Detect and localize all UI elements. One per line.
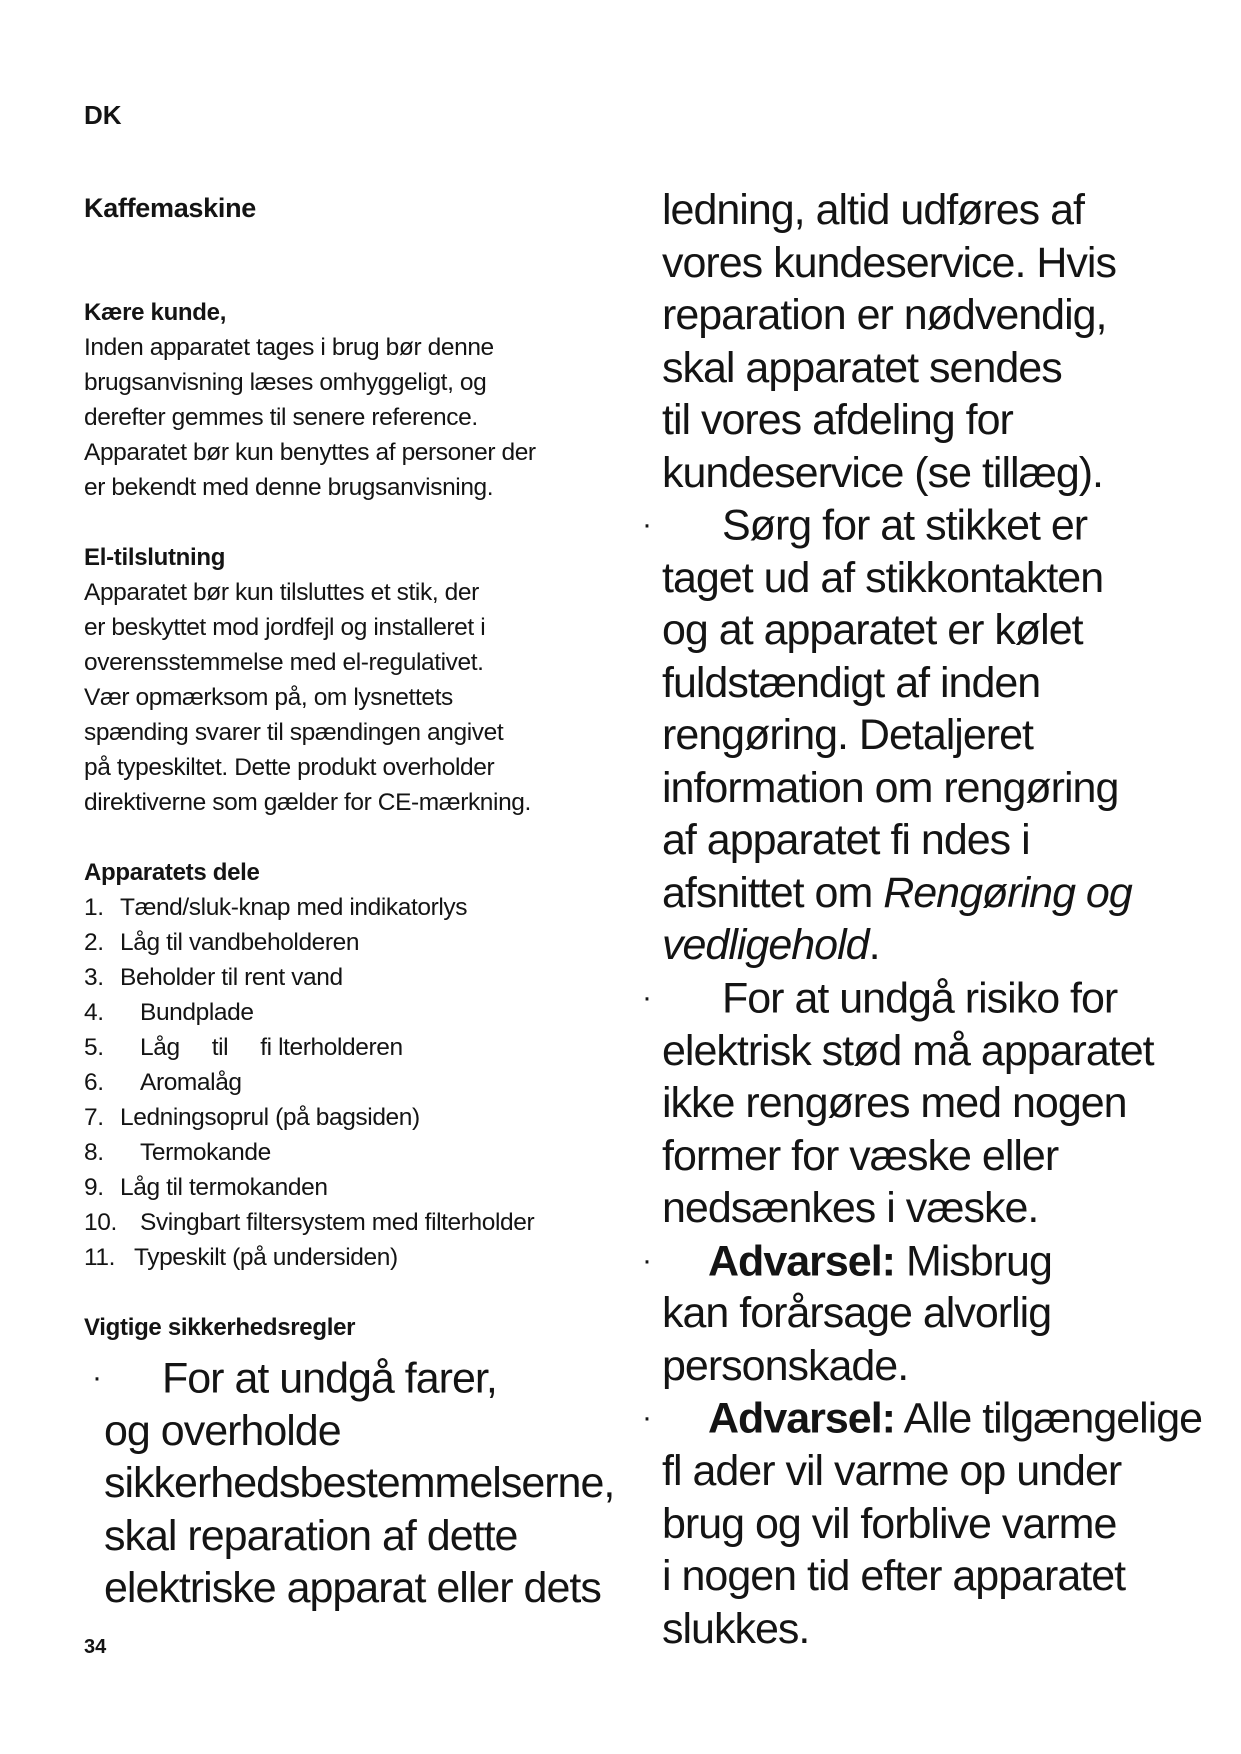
safety-line: sikkerhedsbestemmelserne,	[104, 1459, 615, 1508]
bullet-line: information om rengøring	[662, 763, 1119, 812]
parts-item-label: Beholder til rent vand	[120, 964, 343, 991]
bullet-line: og at apparatet er kølet	[662, 606, 1083, 655]
parts-item-label: Tænd/sluk-knap med indikatorlys	[120, 894, 468, 921]
safety-line: og overholde	[104, 1406, 341, 1455]
parts-item-label: Låg til vandbeholderen	[120, 929, 360, 956]
safety-bullet-hot-surface-warning	[642, 1392, 1222, 1655]
bullet-line: i nogen tid efter apparatet	[662, 1552, 1126, 1600]
parts-item-label: Ledningsoprul (på bagsiden)	[120, 1104, 420, 1131]
bullet-line: Sørg for at stikket er	[722, 501, 1088, 550]
safety-bullet-unplug	[642, 499, 1222, 972]
bullet-line: slukkes.	[662, 1604, 810, 1653]
section-reference: vedligehold	[662, 921, 869, 970]
parts-item-label: Svingbart filtersystem med filterholder	[140, 1209, 535, 1236]
parts-list-item	[84, 995, 624, 1030]
bullet-icon: ·	[92, 1361, 101, 1394]
safety-line: For at undgå farer,	[162, 1354, 497, 1403]
warning-label: Advarsel:	[708, 1236, 895, 1285]
parts-item-number: 1.	[84, 894, 104, 921]
parts-list-item	[84, 960, 624, 995]
parts-list-item	[84, 1205, 624, 1240]
parts-item-label: Låg til termokanden	[120, 1174, 328, 1201]
continued-line: reparation er nødvendig,	[662, 291, 1107, 339]
parts-item-number: 4.	[84, 999, 104, 1026]
safety-bullet-no-liquid	[642, 972, 1222, 1235]
parts-list-item	[84, 925, 624, 960]
right-column	[642, 184, 1222, 1655]
bullet-icon: ·	[642, 1401, 651, 1435]
continued-line: vores kundeservice. Hvis	[662, 238, 1116, 287]
parts-item-number: 5.	[84, 1034, 104, 1061]
parts-list-item	[84, 1030, 624, 1065]
safety-heading: Vigtige sikkerhedsregler	[84, 1314, 356, 1341]
safety-bullet-misuse-warning	[642, 1235, 1222, 1393]
intro-line: er bekendt med denne brugsanvisning.	[84, 474, 494, 501]
electric-line: Apparatet bør kun tilsluttes et stik, der	[84, 579, 479, 606]
continued-line: ledning, altid udføres af	[662, 186, 1084, 234]
bullet-line: kan forårsage alvorlig	[662, 1289, 1052, 1338]
safety-first-bullet	[92, 1352, 652, 1615]
bullet-line: afsnittet om	[662, 868, 884, 917]
parts-list-item	[84, 1240, 624, 1275]
intro-line: brugsanvisning læses omhyggeligt, og	[84, 369, 487, 396]
bullet-line: fuldstændigt af inden	[662, 658, 1041, 707]
continued-line: kundeservice (se tillæg).	[662, 448, 1104, 497]
electric-line: på typeskiltet. Dette produkt overholder	[84, 754, 495, 781]
bullet-line: For at undgå risiko for	[722, 974, 1118, 1022]
parts-item-number: 6.	[84, 1069, 104, 1096]
intro-line: Inden apparatet tages i brug bør denne	[84, 334, 494, 361]
bullet-line: Misbrug	[905, 1236, 1052, 1285]
parts-list-item	[84, 1170, 624, 1205]
electric-heading: El-tilslutning	[84, 544, 226, 571]
continued-line: til vores afdeling for	[662, 396, 1013, 444]
parts-list-item	[84, 1100, 624, 1135]
continued-text	[662, 184, 1222, 499]
bullet-line: rengøring. Detaljeret	[662, 711, 1033, 760]
document-title: Kaffemaskine	[84, 193, 256, 223]
bullet-line: taget ud af stikkontakten	[662, 553, 1104, 602]
parts-item-number: 2.	[84, 929, 104, 956]
electric-line: er beskyttet mod jordfejl og installeret i	[84, 614, 486, 641]
parts-item-label: Termokande	[140, 1139, 271, 1166]
continued-line: skal apparatet sendes	[662, 343, 1062, 392]
intro-heading: Kære kunde,	[84, 299, 227, 326]
parts-item-number: 7.	[84, 1104, 104, 1131]
bullet-line: fl ader vil varme op under	[662, 1447, 1122, 1495]
bullet-line: ikke rengøres med nogen	[662, 1079, 1127, 1127]
parts-heading: Apparatets dele	[84, 859, 260, 886]
bullet-line: brug og vil forblive varme	[662, 1499, 1117, 1548]
parts-list-item	[84, 1135, 624, 1170]
parts-item-label: Aromalåg	[140, 1069, 242, 1096]
bullet-line: af apparatet fi ndes i	[662, 816, 1030, 865]
bullet-line: Alle tilgængelige	[903, 1394, 1203, 1443]
bullet-line: former for væske eller	[662, 1131, 1059, 1180]
electric-text	[84, 575, 624, 820]
electric-line: direktiverne som gælder for CE-mærkning.	[84, 789, 531, 816]
bullet-icon: ·	[642, 1243, 651, 1277]
parts-item-number: 10.	[84, 1209, 117, 1236]
parts-list	[84, 890, 624, 1275]
electric-line: overensstemmelse med el-regulativet.	[84, 649, 484, 676]
parts-item-number: 11.	[84, 1244, 116, 1271]
section-reference: Rengøring og	[883, 868, 1132, 917]
parts-list-item	[84, 1065, 624, 1100]
bullet-icon: ·	[642, 980, 651, 1014]
bullet-icon: ·	[642, 508, 651, 541]
parts-list-item	[84, 890, 624, 925]
bullet-line: .	[868, 921, 880, 970]
language-code: DK	[84, 100, 122, 130]
intro-line: derefter gemmes til senere reference.	[84, 404, 478, 431]
intro-line: Apparatet bør kun benyttes af personer der	[84, 439, 536, 466]
electric-line: Vær opmærksom på, om lysnettets	[84, 684, 453, 711]
safety-line: skal reparation af dette	[104, 1511, 518, 1560]
warning-label: Advarsel:	[708, 1394, 895, 1443]
parts-item-label: Låg til fi lterholderen	[140, 1034, 403, 1061]
parts-item-number: 8.	[84, 1139, 104, 1166]
parts-item-number: 3.	[84, 964, 104, 991]
parts-item-label: Bundplade	[140, 999, 254, 1026]
bullet-line: personskade.	[662, 1341, 909, 1390]
electric-line: spænding svarer til spændingen angivet	[84, 719, 504, 746]
bullet-line: elektrisk stød må apparatet	[662, 1026, 1154, 1075]
parts-item-number: 9.	[84, 1174, 104, 1201]
parts-item-label: Typeskilt (på undersiden)	[134, 1244, 398, 1271]
left-column	[84, 296, 624, 1345]
safety-line: elektriske apparat eller dets	[104, 1564, 601, 1613]
bullet-line: nedsænkes i væske.	[662, 1184, 1039, 1232]
page-number: 34	[84, 1636, 107, 1658]
intro-text	[84, 330, 624, 505]
